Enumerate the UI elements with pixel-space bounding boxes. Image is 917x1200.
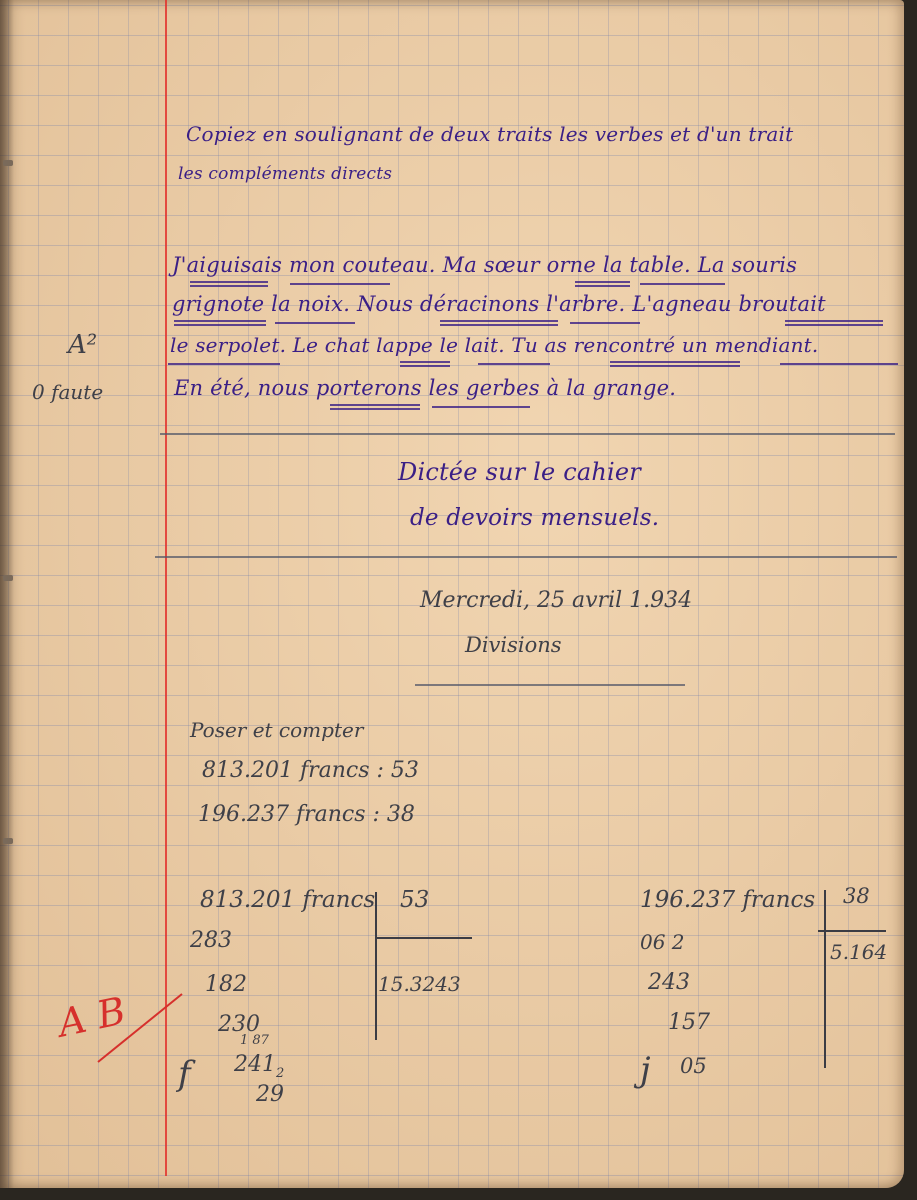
binding-staple (3, 160, 13, 166)
underline-mark (190, 285, 268, 287)
problem-label: Poser et compter (190, 718, 364, 742)
underline-mark (330, 408, 420, 410)
underline-mark (610, 365, 740, 367)
underline-mark (575, 285, 630, 287)
division-1-dividend: 813.201 francs (200, 887, 376, 913)
heading-underline (415, 684, 685, 686)
margin-grade-mark: A² (68, 330, 98, 360)
subject-heading: Divisions (465, 633, 562, 657)
exercise-sentence-line-3: le serpolet. Le chat lappe le lait. Tu as rencontré un mendiant. (170, 333, 819, 357)
division-1-horizontal-bar (375, 937, 472, 939)
binding-staple (3, 575, 13, 581)
teacher-grade-mark: A B (54, 988, 130, 1046)
margin-faults-count: 0 faute (32, 380, 104, 404)
division-2-step: 157 (668, 1010, 710, 1035)
underline-mark (570, 322, 640, 324)
underline-mark (640, 283, 725, 285)
division-2-step: 06 2 (640, 930, 685, 954)
division-1-quotient: 15.3243 (378, 972, 461, 996)
division-1-step: 241 (234, 1052, 276, 1077)
binding-staple (3, 838, 13, 844)
division-1-check-digits: 1 87 (240, 1033, 269, 1048)
division-2-verify-mark: j (640, 1050, 651, 1090)
exercise-sentence-line-1: J'aiguisais mon couteau. Ma sœur orne la table. La souris (172, 253, 798, 277)
underline-mark (575, 281, 630, 283)
exercise-sentence-line-2: grignote la noix. Nous déracinons l'arbre. L'agneau broutait (172, 292, 826, 316)
underline-mark (330, 404, 420, 406)
underline-mark (478, 363, 550, 365)
teacher-slash-stroke (90, 990, 190, 1070)
dictation-note-line-1: Dictée sur le cahier (398, 458, 641, 486)
division-1-step: 283 (190, 928, 232, 953)
exercise-instruction-line-2: les compléments directs (178, 164, 393, 184)
underline-mark (290, 283, 390, 285)
underline-mark (432, 406, 530, 408)
underline-mark (275, 322, 355, 324)
section-divider-rule (155, 556, 897, 558)
problem-line-1: 813.201 francs : 53 (202, 758, 419, 783)
underline-mark (174, 324, 266, 326)
underline-mark (174, 320, 266, 322)
page-binding (0, 0, 14, 1188)
division-2-divisor: 38 (843, 884, 870, 908)
underline-mark (440, 324, 558, 326)
division-2-horizontal-bar (818, 930, 886, 932)
problem-line-2: 196.237 francs : 38 (198, 802, 415, 827)
division-2-quotient: 5.164 (830, 940, 888, 964)
division-1-vertical-bar (375, 892, 377, 1040)
division-2-step: 243 (648, 970, 690, 995)
underline-mark (440, 320, 558, 322)
exercise-instruction-line-1: Copiez en soulignant de deux traits les verbes et d'un trait (186, 122, 794, 146)
underline-mark (400, 361, 450, 363)
division-2-dividend: 196.237 francs (640, 887, 816, 913)
division-1-check-digits: 2 (276, 1066, 285, 1081)
division-1-step: 230 (218, 1012, 260, 1037)
dictation-note-line-2: de devoirs mensuels. (410, 505, 660, 531)
underline-mark (400, 365, 450, 367)
section-divider-rule (160, 433, 895, 435)
underline-mark (610, 361, 740, 363)
underline-mark (785, 324, 883, 326)
division-1-step: 29 (256, 1082, 284, 1107)
underline-mark (785, 320, 883, 322)
division-1-step: 182 (205, 972, 247, 997)
underline-mark (168, 363, 280, 365)
underline-mark (780, 363, 898, 365)
division-1-verify-mark: f (178, 1054, 191, 1094)
division-2-step: 05 (680, 1054, 707, 1078)
exercise-sentence-line-4: En été, nous porterons les gerbes à la grange. (174, 376, 677, 400)
underline-mark (190, 281, 268, 283)
division-2-vertical-bar (824, 890, 826, 1068)
date-heading: Mercredi, 25 avril 1.934 (420, 588, 693, 613)
division-1-divisor: 53 (400, 887, 430, 913)
